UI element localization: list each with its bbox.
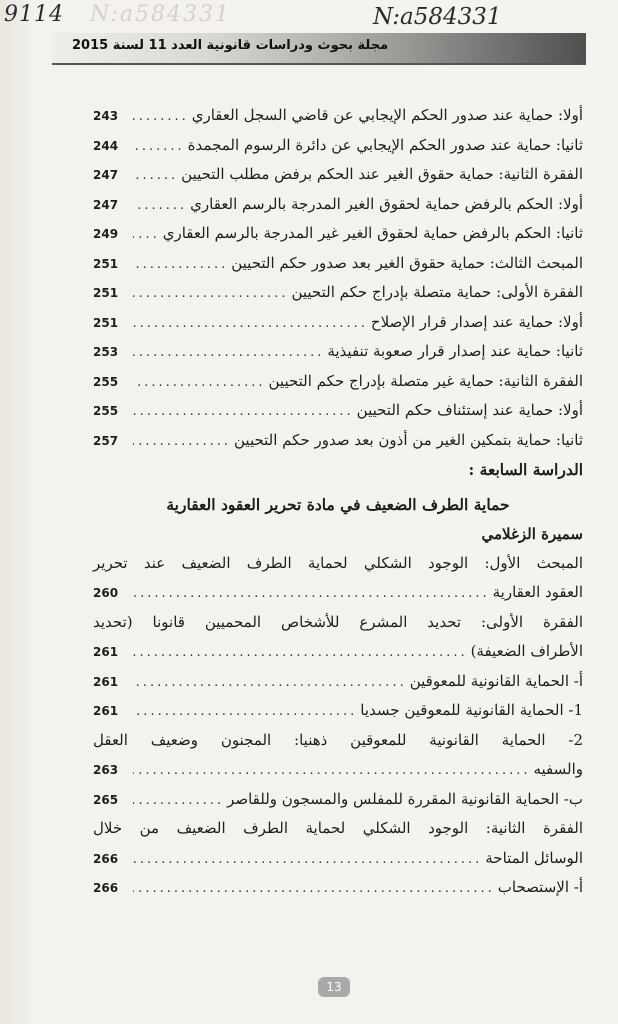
toc-page-number: 261 [93, 645, 119, 659]
faint-stamp-bleedthrough: N:a584331 [90, 2, 231, 27]
handwritten-call-number: N:a584331 [373, 4, 502, 30]
toc-entry-text[interactable]: المبحث الأول: الوجود الشكلي لحماية الطرف الضعيف عند تحرير [93, 553, 583, 572]
toc-entry[interactable] [93, 844, 583, 874]
toc-entry-text[interactable]: الفقرة الأولى: تحديد المشرع للأشخاص المحميين قانونا (تحديد [93, 612, 583, 631]
section-heading: الدراسة السابعة : [468, 460, 583, 479]
toc-entry-text[interactable]: الفقرة الثانية: الوجود الشكلي لحماية الطرف الضعيف من خلال [93, 819, 583, 837]
journal-header-title: مجلة بحوث ودراسات قانونية العدد 11 لسنة 2015 [72, 38, 389, 53]
toc-page-number: 253 [93, 345, 119, 359]
toc-entry-text: 1- الحماية القانونية للمعوقين جسديا [360, 701, 583, 719]
toc-entry-text[interactable]: 2- الحماية القانونية للمعوقين ذهنيا: المجنون وضعيف العقل [93, 730, 583, 749]
toc-entry-text: أ- الحماية القانونية للمعوقين [409, 671, 583, 690]
toc-entry[interactable] [93, 873, 583, 903]
toc-entry-text: أولا: الحكم بالرفض حماية لحقوق الغير المدرجة بالرسم العقاري [190, 194, 583, 213]
page-number-badge: 13 [318, 977, 350, 997]
toc-entry[interactable] [93, 578, 583, 608]
toc-entry[interactable] [93, 308, 583, 338]
toc-entry[interactable] [93, 219, 583, 249]
handwritten-number-left: 9114 [4, 2, 64, 27]
toc-entry-text: أ- الإستصحاب [497, 878, 583, 896]
toc-entry-text: ثانيا: حماية عند إصدار قرار صعوبة تنفيذية [327, 342, 583, 360]
toc-page-number: 247 [93, 197, 119, 212]
toc-entry[interactable] [93, 667, 583, 697]
toc-page-number: 266 [93, 881, 119, 895]
toc-page-number: 255 [93, 404, 119, 418]
toc-page-number: 247 [93, 168, 119, 182]
toc-entry[interactable] [93, 160, 583, 190]
toc-entry-text: أولا: حماية عند صدور الحكم الإيجابي عن قاضي السجل العقاري [191, 106, 583, 124]
toc-entry[interactable] [93, 249, 583, 279]
toc-entry-text: ب- الحماية القانونية المقررة للمفلس والمسجون وللقاصر [227, 789, 583, 808]
toc-entry[interactable] [93, 190, 583, 220]
toc-entry[interactable] [93, 131, 583, 161]
study-title: حماية الطرف الضعيف في مادة تحرير العقود العقارية [166, 494, 510, 514]
toc-page-number: 261 [93, 704, 119, 718]
toc-entry-text: أولا: حماية عند إصدار قرار الإصلاح [370, 312, 583, 331]
toc-page-number: 263 [93, 763, 119, 777]
toc-entry-text: الفقرة الثانية: حماية غير متصلة بإدراج حكم التحيين [268, 371, 583, 390]
toc-entry-text: الفقرة الثانية: حماية حقوق الغير عند الحكم برفض مطلب التحيين [181, 165, 583, 183]
toc-page-number: 265 [93, 792, 119, 807]
toc-entry-text: العقود العقارية [492, 583, 583, 601]
toc-entry[interactable] [93, 755, 583, 785]
toc-entry-text: ثانيا: الحكم بالرفض حماية لحقوق الغير غير المدرجة بالرسم العقاري [162, 224, 583, 242]
toc-entry-text: الوسائل المتاحة [485, 848, 583, 867]
toc-page-number: 266 [93, 851, 119, 866]
toc-page-number: 251 [93, 286, 119, 300]
toc-page-number: 251 [93, 256, 119, 271]
toc-page-number: 251 [93, 315, 119, 330]
toc-entry[interactable] [93, 278, 583, 308]
toc-entry[interactable] [93, 426, 583, 456]
toc-page-number: 261 [93, 674, 119, 689]
toc-entry-text: والسفيه [533, 760, 583, 778]
toc-page-number: 255 [93, 374, 119, 389]
toc-entry[interactable] [93, 101, 583, 131]
toc-entry[interactable] [93, 696, 583, 726]
toc-entry-text: ثانيا: حماية بتمكين الغير من أذون بعد صدور حكم التحيين [234, 430, 583, 449]
toc-entry[interactable] [93, 367, 583, 397]
toc-entry[interactable] [93, 637, 583, 667]
toc-page-number: 243 [93, 109, 119, 123]
toc-entry[interactable] [93, 785, 583, 815]
toc-entry-text: ثانيا: حماية عند صدور الحكم الإيجابي عن دائرة الرسوم المجمدة [187, 135, 583, 154]
toc-entry-text: الفقرة الأولى: حماية متصلة بإدراج حكم التحيين [291, 283, 583, 301]
toc-entry-text: أولا: حماية عند إستئناف حكم التحيين [356, 401, 583, 419]
toc-entry[interactable] [93, 337, 583, 367]
toc-page-number: 260 [93, 586, 119, 600]
author-name: سميرة الزغلامي [481, 524, 583, 543]
toc-page-number: 244 [93, 138, 119, 153]
toc-entry-text: الأطراف الضعيفة) [470, 642, 583, 660]
toc-entry-text: المبحث الثالث: حماية حقوق الغير بعد صدور حكم التحيين [231, 253, 583, 272]
toc-page-number: 249 [93, 227, 119, 241]
table-of-contents [93, 101, 583, 903]
toc-entry[interactable] [93, 396, 583, 426]
toc-page-number: 257 [93, 433, 119, 448]
